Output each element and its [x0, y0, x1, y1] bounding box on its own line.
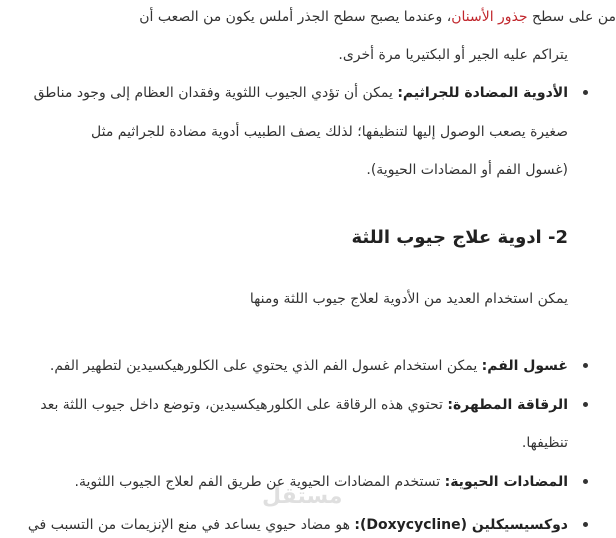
list-item-term: غسول الفم:	[481, 358, 568, 374]
list-item	[0, 515, 616, 535]
list-item	[0, 83, 616, 103]
list-item-line: صغيرة يصعب الوصول إليها لتنظيفها؛ لذلك يصف الطبيب أدوية مضادة للجراثيم مثل	[91, 124, 568, 140]
list-item	[0, 395, 616, 415]
section-heading: 2- ادوية علاج جيوب اللثة	[351, 227, 568, 248]
list-item-term: دوكسيسيكلين (Doxycycline):	[354, 517, 568, 533]
list-item-text: تستخدم المضادات الحيوية عن طريق الفم لعلاج الجيوب اللثوية.	[74, 474, 445, 490]
watermark-logo: مستقل	[262, 484, 343, 509]
text-segment: من على سطح	[527, 9, 616, 25]
list-item	[0, 356, 616, 376]
paragraph-line: يتراكم عليه الجير أو البكتيريا مرة أخرى.	[338, 47, 568, 63]
list-item-line: تنظيفها.	[521, 435, 568, 451]
text-segment: ، وعندما يصبح سطح الجذر أملس يكون من الصعب أن	[139, 9, 452, 25]
list-item-text: يمكن أن تؤدي الجيوب اللثوية وفقدان العظام إلى وجود مناطق	[33, 85, 398, 101]
list-item-term: الأدوية المضادة للجراثيم:	[397, 85, 568, 101]
list-item-text: تحتوي هذه الرقاقة على الكلورهيكسيدين، وتوضع داخل جيوب اللثة بعد	[40, 397, 448, 413]
list-item-term: المضادات الحيوية:	[444, 474, 568, 490]
list-item-line: (غسول الفم أو المضادات الحيوية).	[366, 162, 568, 178]
paragraph-line	[0, 7, 616, 27]
intro-paragraph: يمكن استخدام العديد من الأدوية لعلاج جيوب اللثة ومنها	[249, 291, 568, 307]
list-item-text: يمكن استخدام غسول الفم الذي يحتوي على الكلورهيكسيدين لتطهير الفم.	[49, 358, 482, 374]
list-item-text: هو مضاد حيوي يساعد في منع الإنزيمات من التسبب في	[27, 517, 355, 533]
tooth-roots-link[interactable]: جذور الأسنان	[451, 9, 528, 25]
list-item-term: الرقاقة المطهرة:	[447, 397, 568, 413]
